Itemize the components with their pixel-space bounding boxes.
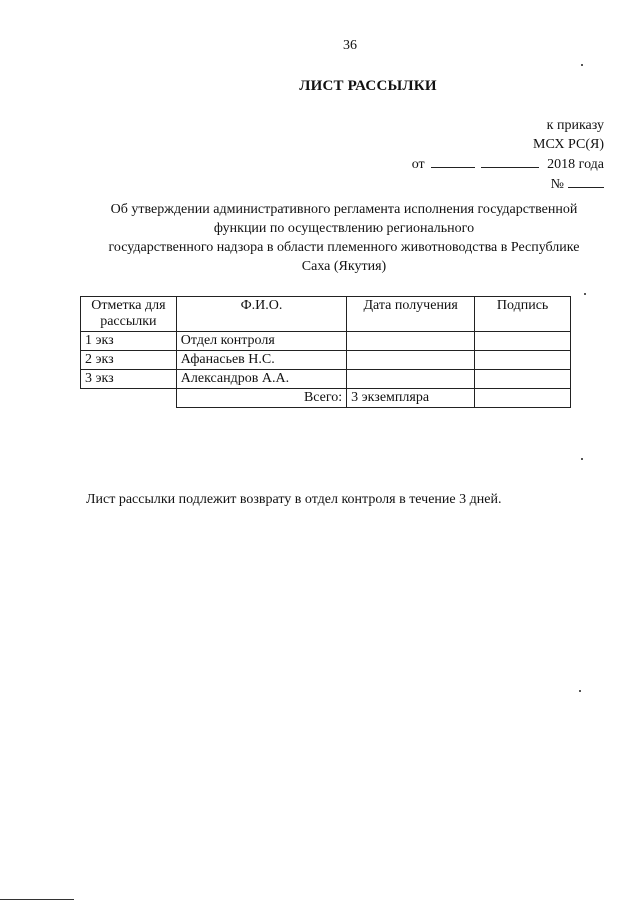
table-row [81,332,571,351]
table-header-row [81,297,571,332]
received-date-cell [347,332,475,351]
order-day-blank [431,154,475,168]
column-header-signature: Подпись [475,297,571,332]
scan-speck [581,64,583,66]
subject-line: Об утверждении административного регламента исполнения государственной [110,202,578,217]
order-month-blank [481,154,539,168]
received-date-cell [347,370,475,389]
scan-speck [581,458,583,460]
footer-rule [0,899,74,900]
column-header-mark: Отметка для рассылки [81,297,177,332]
order-date-line [412,154,604,174]
copy-mark-cell: 2 экз [81,351,177,370]
order-number-line [412,174,604,194]
order-reference-line2: МСХ РС(Я) [533,137,604,152]
signature-cell [475,370,571,389]
scan-speck [579,690,581,692]
total-signature-cell [475,389,571,408]
table-row [81,351,571,370]
order-year: 2018 года [547,157,604,172]
order-number-blank [568,174,604,188]
total-empty-cell [81,389,177,408]
copy-mark-cell: 3 экз [81,370,177,389]
table-total-row [81,389,571,408]
column-header-date: Дата получения [347,297,475,332]
return-note: Лист рассылки подлежит возврату в отдел контроля в течение 3 дней. [86,492,502,507]
subject-line: функции по осуществлению регионального [213,221,475,236]
order-date-prefix: от [411,157,425,172]
recipient-name-cell: Афанасьев Н.С. [176,351,346,370]
subject-line: государственного надзора в области племенного животноводства в Республике [108,240,580,255]
document-subject [84,200,604,276]
scan-speck [584,293,586,295]
order-reference-line1: к приказу [546,118,604,133]
distribution-table [80,296,571,408]
column-header-name: Ф.И.О. [176,297,346,332]
page-title: ЛИСТ РАССЫЛКИ [299,78,437,94]
total-label: Всего: [176,389,346,408]
copy-mark-cell: 1 экз [81,332,177,351]
recipient-name-cell: Александров А.А. [176,370,346,389]
signature-cell [475,332,571,351]
recipient-name-cell: Отдел контроля [176,332,346,351]
subject-line: Саха (Якутия) [301,259,387,274]
order-reference [412,116,604,194]
received-date-cell [347,351,475,370]
total-value: 3 экземпляра [347,389,475,408]
order-number-sign: № [550,177,564,192]
table-row [81,370,571,389]
signature-cell [475,351,571,370]
page-number: 36 [343,38,357,53]
